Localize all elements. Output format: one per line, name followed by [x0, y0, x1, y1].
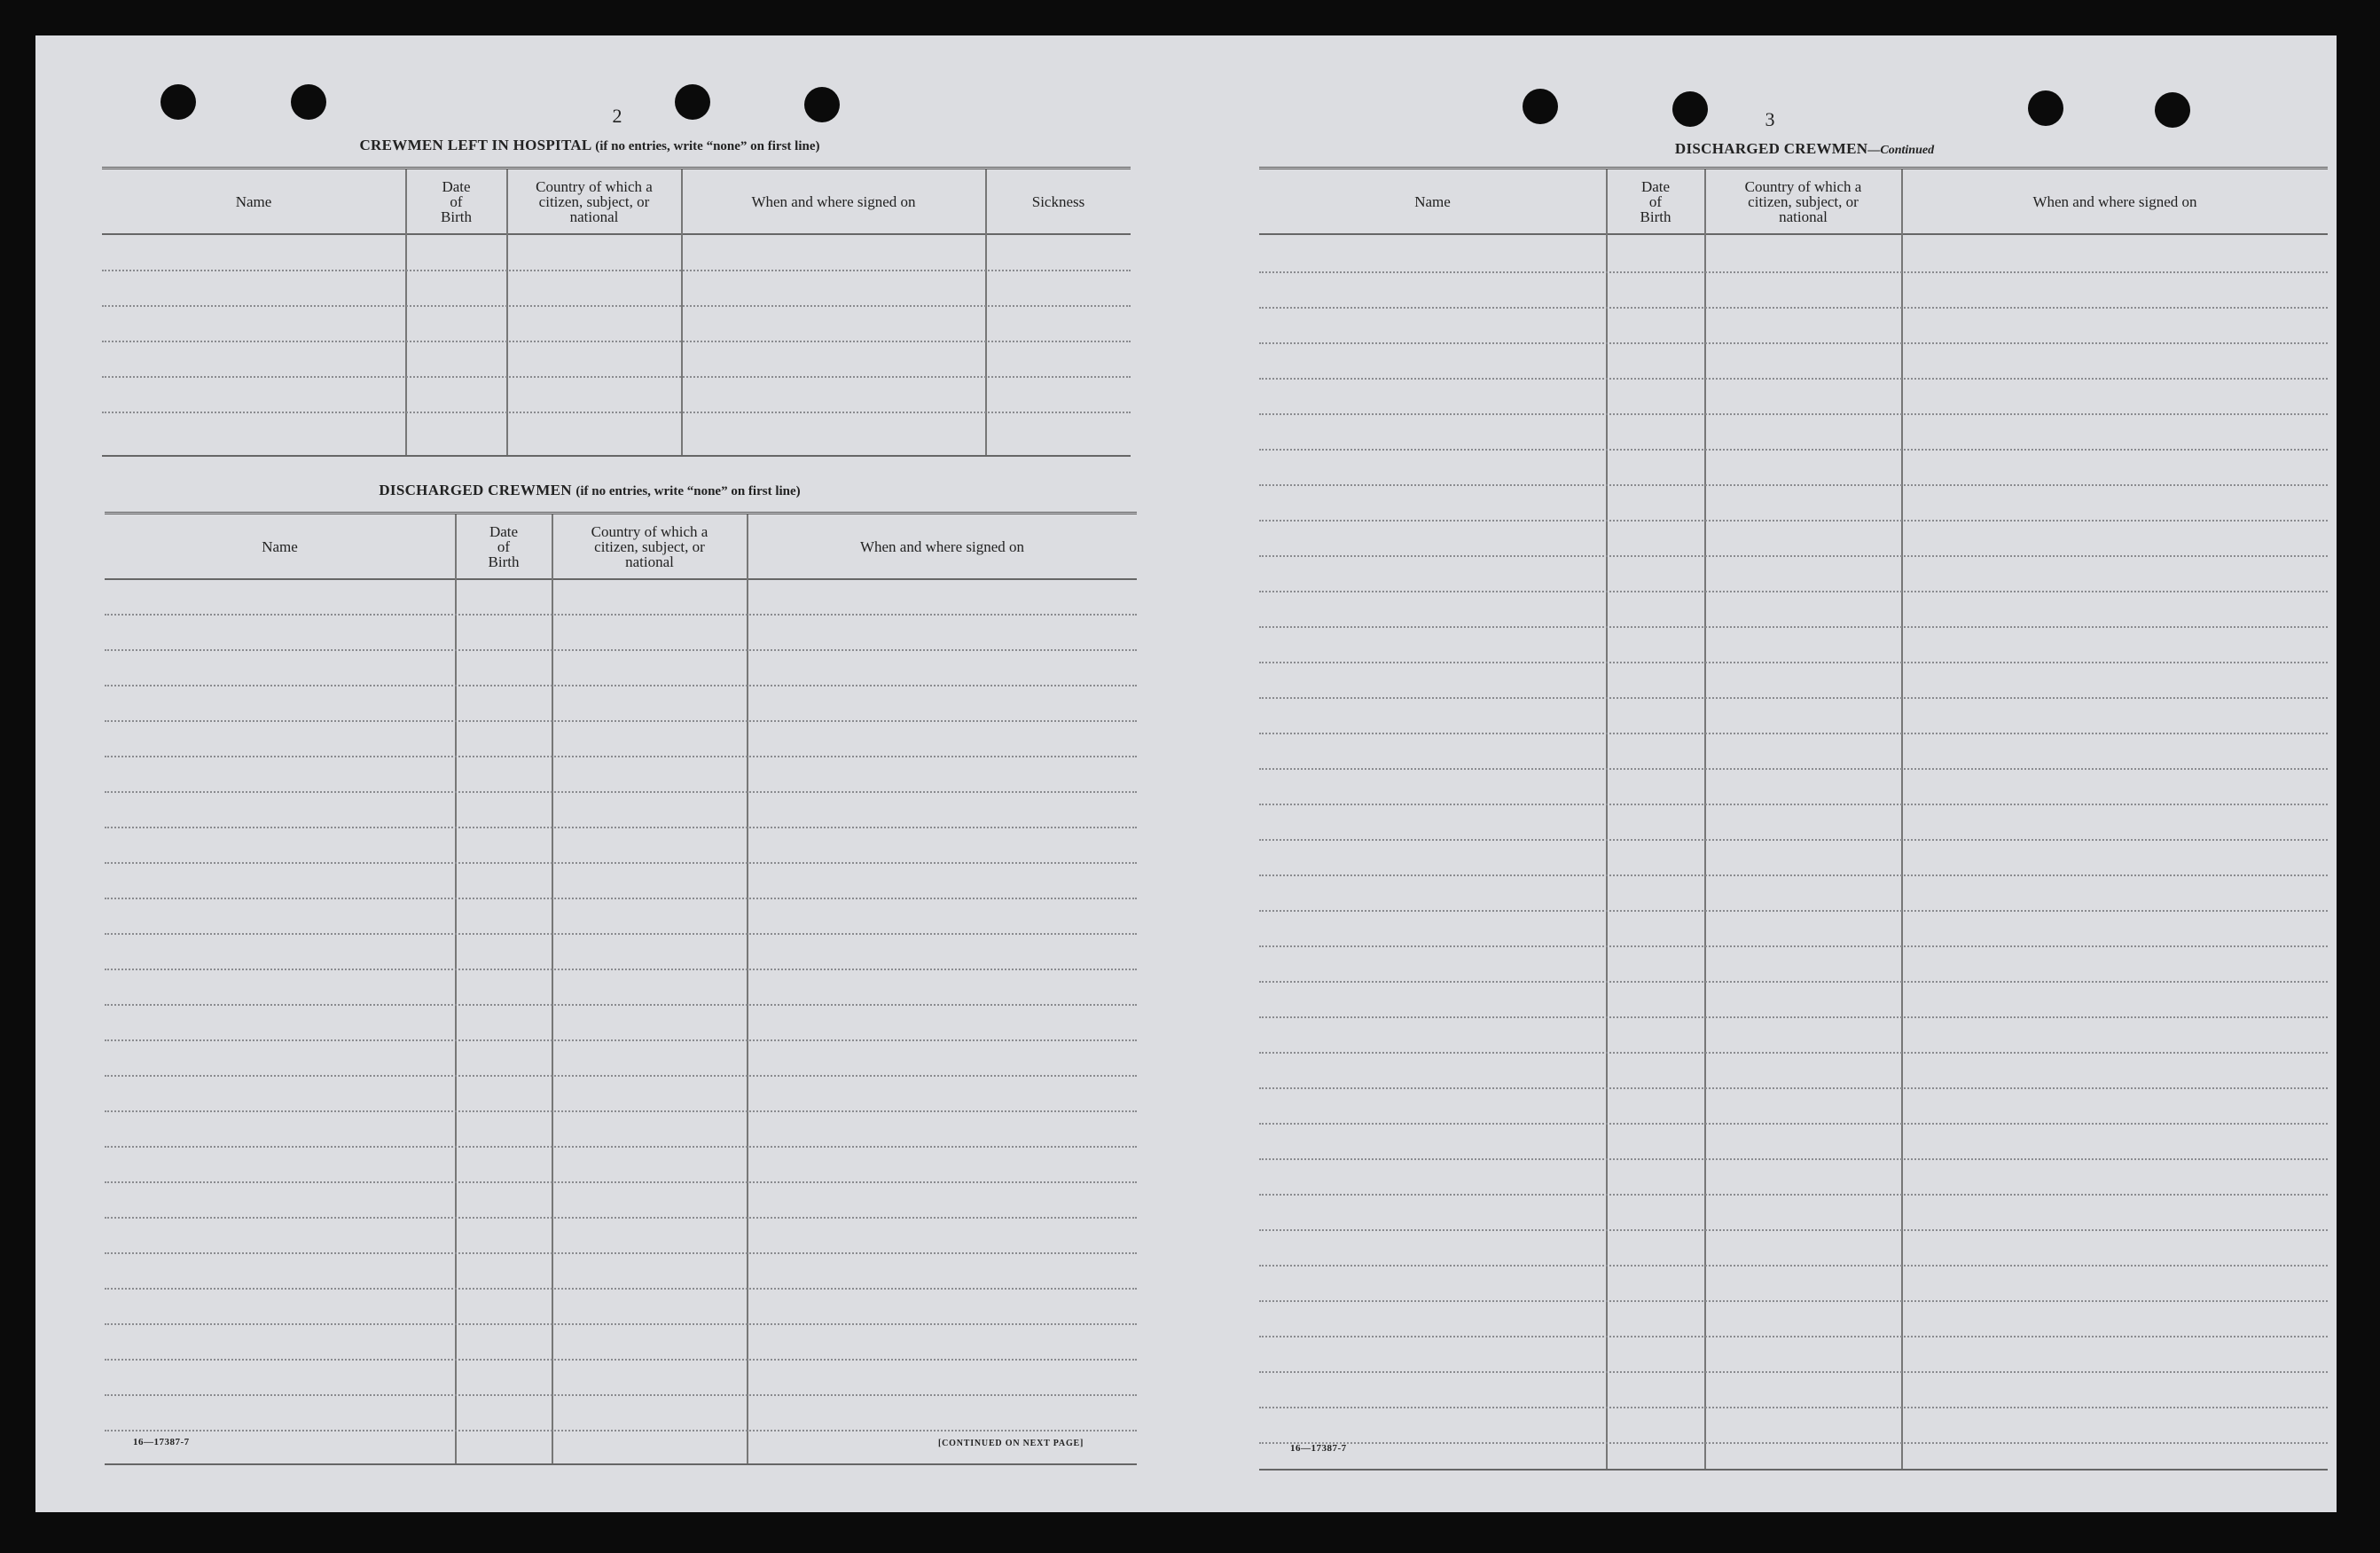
table-row [105, 898, 1137, 899]
table-row [102, 376, 1131, 378]
continued-note: [CONTINUED ON NEXT PAGE] [938, 1439, 1084, 1448]
table-row [1259, 1336, 2328, 1337]
table-row [105, 969, 1137, 970]
table-row [1259, 1016, 2328, 1018]
table-row [1259, 1158, 2328, 1160]
table-row [105, 1430, 1137, 1431]
punch-hole [1672, 91, 1708, 127]
table-row [1259, 910, 2328, 912]
col-header-date-of-birth: Date of Birth [1640, 177, 1671, 225]
table-row [105, 685, 1137, 686]
col-header-signed-on: When and where signed on [2032, 192, 2197, 210]
table-row [1259, 626, 2328, 628]
hospital-section-title [102, 137, 1077, 154]
table-row [1259, 697, 2328, 699]
table-row [105, 1394, 1137, 1396]
table-row [1259, 1229, 2328, 1231]
discharged-continued-title: DISCHARGED CREWMEN [1674, 140, 1868, 157]
column-divider [1606, 169, 1608, 1469]
table-row [1259, 768, 2328, 770]
table-row [1259, 662, 2328, 663]
continued-label: —Continued [1867, 144, 1935, 157]
table-row [1259, 875, 2328, 876]
table-row [102, 412, 1131, 413]
table-row [105, 614, 1137, 616]
table-row [1259, 1407, 2328, 1408]
table-row [102, 305, 1131, 307]
table-row [1259, 733, 2328, 734]
discharged-table [105, 512, 1137, 1465]
table-row [105, 791, 1137, 793]
table-row [1259, 839, 2328, 841]
table-row [105, 1252, 1137, 1254]
table-row [105, 1004, 1137, 1006]
table-row [102, 270, 1131, 271]
column-divider [455, 514, 457, 1463]
col-header-sickness: Sickness [1031, 192, 1085, 210]
hospital-table-header [102, 169, 1131, 235]
discharged-continued-section-title [1277, 140, 2332, 158]
punch-hole [804, 87, 840, 122]
column-divider [747, 514, 748, 1463]
hospital-title: CREWMEN LEFT IN HOSPITAL [359, 137, 591, 153]
col-header-name: Name [235, 192, 272, 210]
column-divider [552, 514, 553, 1463]
table-row [105, 862, 1137, 864]
table-row [105, 933, 1137, 935]
column-divider [1901, 169, 1903, 1469]
page-number-right: 3 [1765, 108, 1775, 130]
table-row [102, 341, 1131, 342]
table-row [105, 649, 1137, 651]
table-row [1259, 449, 2328, 451]
punch-hole [2155, 92, 2190, 128]
table-row [1259, 1371, 2328, 1373]
table-row [105, 1288, 1137, 1290]
discharged-continued-table [1259, 167, 2328, 1471]
table-row [1259, 804, 2328, 805]
table-row [1259, 1123, 2328, 1125]
column-divider [1704, 169, 1706, 1469]
col-header-signed-on: When and where signed on [751, 192, 916, 210]
discharged-section-title [102, 482, 1077, 499]
form-number-right: 16—17387-7 [1290, 1443, 1347, 1454]
col-header-date-of-birth: Date of Birth [441, 177, 472, 225]
punch-hole [160, 84, 196, 120]
col-header-country: Country of which a citizen, subject, or national [536, 177, 653, 225]
col-header-date-of-birth: Date of Birth [488, 522, 520, 570]
table-row [1259, 555, 2328, 557]
punch-hole [1523, 89, 1558, 124]
table-row [105, 1323, 1137, 1325]
discharged-title-note: (if no entries, write “none” on first line) [575, 484, 801, 498]
table-row [1259, 1265, 2328, 1267]
table-row [105, 1110, 1137, 1112]
table-row [1259, 271, 2328, 273]
form-number-left: 16—17387-7 [133, 1437, 190, 1447]
table-row [105, 1039, 1137, 1041]
table-row [105, 1146, 1137, 1148]
table-row [1259, 378, 2328, 380]
table-row [1259, 981, 2328, 983]
discharged-continued-table-header [1259, 169, 2328, 235]
table-row [1259, 1087, 2328, 1089]
col-header-country: Country of which a citizen, subject, or national [591, 522, 709, 570]
table-row [1259, 1052, 2328, 1054]
table-row [1259, 591, 2328, 592]
table-row [105, 720, 1137, 722]
punch-hole [2028, 90, 2063, 126]
table-row [1259, 484, 2328, 486]
table-row [1259, 1300, 2328, 1302]
table-row [105, 827, 1137, 828]
table-row [1259, 1194, 2328, 1196]
table-row [1259, 413, 2328, 415]
punch-hole [675, 84, 710, 120]
table-row [1259, 342, 2328, 344]
hospital-table [102, 167, 1131, 457]
table-row [1259, 307, 2328, 309]
discharged-title: DISCHARGED CREWMEN [379, 482, 572, 498]
table-row [1259, 945, 2328, 947]
col-header-name: Name [1414, 192, 1451, 210]
table-row [105, 1181, 1137, 1183]
table-row [1259, 1442, 2328, 1444]
document-sheet [35, 35, 2337, 1512]
table-row [105, 756, 1137, 757]
table-row [105, 1359, 1137, 1361]
table-row [105, 1075, 1137, 1077]
discharged-table-header [105, 514, 1137, 580]
table-row [1259, 520, 2328, 522]
hospital-title-note: (if no entries, write “none” on first line) [595, 139, 820, 153]
page-number-left: 2 [612, 105, 622, 127]
punch-hole [291, 84, 326, 120]
table-row [105, 1217, 1137, 1219]
col-header-signed-on: When and where signed on [859, 537, 1025, 555]
col-header-country: Country of which a citizen, subject, or national [1744, 177, 1862, 225]
col-header-name: Name [262, 537, 298, 555]
